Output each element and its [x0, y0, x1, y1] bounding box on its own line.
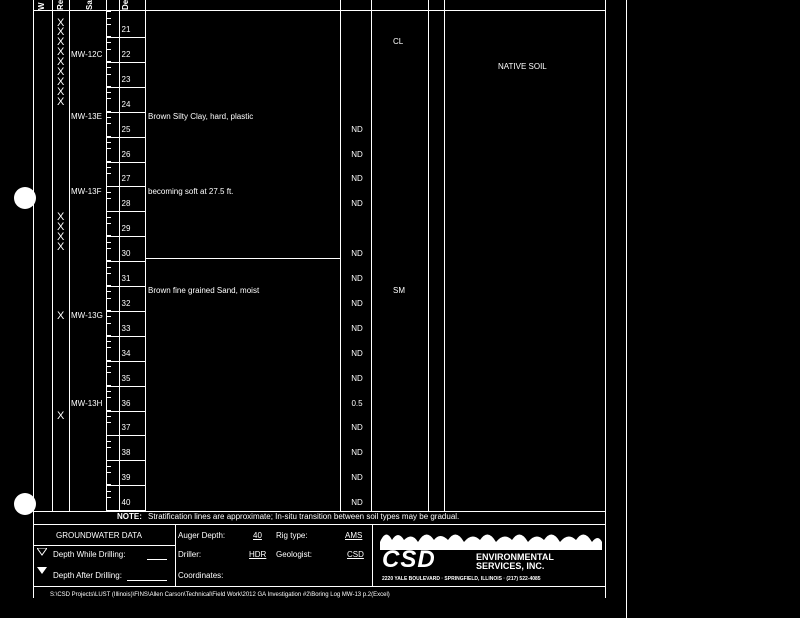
header-recovery: Re: [56, 0, 65, 10]
depth-major-tick: [106, 162, 146, 163]
remark-text: NATIVE SOIL: [498, 62, 547, 72]
driller-value: HDR: [249, 550, 267, 559]
sample-label: MW-13E: [71, 112, 102, 122]
depth-major-tick: [106, 37, 146, 38]
depth-label: 39: [121, 473, 131, 483]
depth-tick: [106, 242, 111, 243]
depth-tick: [106, 335, 111, 336]
pid-reading: ND: [351, 473, 363, 483]
recovery-x-mark: X: [57, 36, 65, 49]
depth-tick: [106, 148, 111, 149]
depth-tick: [106, 291, 111, 292]
recovery-x-mark: X: [57, 220, 65, 233]
col-sep-2: [69, 0, 70, 512]
gw-title-line: [33, 545, 175, 546]
pid-reading: ND: [351, 174, 363, 184]
depth-label: 36: [121, 398, 131, 408]
rig-type-value: AMS: [345, 531, 363, 540]
depth-tick: [106, 273, 111, 274]
binder-hole-top: [14, 187, 36, 209]
depth-tick: [106, 416, 111, 417]
depth-tick: [106, 11, 111, 12]
depth-tick: [106, 298, 111, 299]
header-water: W: [37, 2, 46, 10]
uscs-code: SM: [393, 286, 405, 296]
depth-tick: [106, 98, 111, 99]
depth-tick: [106, 385, 111, 386]
depth-tick: [106, 161, 111, 162]
groundwater-title: GROUNDWATER DATA: [56, 531, 142, 540]
footer-file-path: S:\CSD Projects\LUST (Illinois)\FINS\Allen Carson\Technical\Field Work\2012 GA Investigation #2\Boring Log MW-13 p.2(Excel): [50, 592, 390, 598]
col-sep-6: [340, 0, 341, 512]
col-sep-9: [444, 0, 445, 512]
depth-tick: [106, 310, 111, 311]
auger-depth-value: 40: [253, 531, 262, 540]
depth-tick: [106, 223, 111, 224]
depth-label: 40: [121, 498, 131, 508]
header-depth: De: [121, 0, 130, 10]
depth-tick: [106, 397, 111, 398]
depth-tick: [106, 285, 111, 286]
auger-depth-label: Auger Depth:: [178, 531, 226, 540]
depth-label: 33: [121, 323, 131, 333]
depth-tick: [106, 235, 111, 236]
depth-tick: [106, 186, 111, 187]
depth-major-tick: [106, 311, 146, 312]
depth-major-tick: [106, 460, 146, 461]
recovery-x-mark: X: [57, 230, 65, 243]
depth-major-tick: [106, 186, 146, 187]
recovery-x-mark: X: [57, 66, 65, 79]
depth-label: 34: [121, 348, 131, 358]
col-sep-1: [52, 0, 53, 512]
recovery-x-mark: X: [57, 86, 65, 99]
depth-tick: [106, 36, 111, 37]
depth-major-tick: [106, 137, 146, 138]
recovery-x-mark: X: [57, 96, 65, 109]
pid-reading: ND: [351, 348, 363, 358]
depth-tick: [106, 460, 111, 461]
pid-reading: ND: [351, 423, 363, 433]
depth-label: 35: [121, 373, 131, 383]
frame-right: [605, 0, 606, 598]
depth-label: 25: [121, 124, 131, 134]
depth-tick: [106, 484, 111, 485]
depth-tick: [106, 472, 111, 473]
depth-major-tick: [106, 211, 146, 212]
depth-tick: [106, 447, 111, 448]
note-bottom-line: [33, 524, 605, 525]
recovery-x-mark: X: [57, 76, 65, 89]
depth-label: 26: [121, 149, 131, 159]
rig-type-label: Rig type:: [276, 531, 308, 540]
triangle-open-icon: [37, 548, 47, 556]
depth-label: 27: [121, 174, 131, 184]
depth-tick: [106, 211, 111, 212]
pid-reading: ND: [351, 274, 363, 283]
recovery-x-mark: X: [57, 210, 65, 223]
triangle-filled-icon: [37, 567, 47, 575]
depth-label: 37: [121, 423, 131, 433]
recovery-x-mark: X: [57, 26, 65, 39]
depth-tick: [106, 167, 111, 168]
depth-label: 32: [121, 298, 131, 308]
depth-tick: [106, 67, 111, 68]
depth-tick: [106, 466, 111, 467]
depth-tick: [106, 92, 111, 93]
sample-label: MW-13G: [71, 311, 103, 321]
depth-label: 28: [121, 199, 131, 209]
depth-tick: [106, 323, 111, 324]
depth-tick: [106, 18, 111, 19]
after-drilling-field: [127, 580, 167, 581]
depth-tick: [106, 123, 111, 124]
depth-tick: [106, 347, 111, 348]
recovery-x-mark: X: [57, 56, 65, 69]
soil-description: Brown Silty Clay, hard, plastic: [148, 112, 254, 122]
header-sample: Sa: [85, 0, 94, 10]
depth-tick: [106, 217, 111, 218]
company-name-line1: ENVIRONMENTAL: [476, 552, 554, 562]
depth-tick: [106, 192, 111, 193]
depth-label: 31: [121, 274, 131, 283]
uscs-code: CL: [393, 37, 404, 47]
depth-tick: [106, 260, 111, 261]
pid-reading: ND: [351, 249, 363, 259]
depth-label: 24: [121, 99, 131, 109]
depth-tick: [106, 441, 111, 442]
depth-label: 23: [121, 74, 131, 84]
recovery-x-mark: X: [57, 46, 65, 59]
depth-tick: [106, 49, 111, 50]
depth-tick: [106, 341, 111, 342]
depth-major-tick: [106, 411, 146, 412]
depth-tick: [106, 24, 111, 25]
depth-tick: [106, 267, 111, 268]
depth-tick: [106, 86, 111, 87]
depth-tick: [106, 316, 111, 317]
depth-major-tick: [106, 236, 146, 237]
geologist-label: Geologist:: [276, 550, 313, 559]
company-logo-text: CSD: [382, 546, 436, 573]
depth-tick: [106, 248, 111, 249]
depth-tick: [106, 391, 111, 392]
depth-tick: [106, 74, 111, 75]
depth-tick: [106, 136, 111, 137]
depth-major-tick: [106, 112, 146, 113]
depth-tick: [106, 491, 111, 492]
pid-reading: ND: [351, 149, 363, 159]
note-text: Stratification lines are approximate; In-situ transition between soil types may be gradual.: [148, 512, 460, 521]
sample-label: MW-13F: [71, 186, 102, 196]
depth-tick: [106, 61, 111, 62]
depth-tick: [106, 497, 111, 498]
logo-divider: [372, 524, 373, 586]
pid-reading: ND: [351, 199, 363, 209]
depth-tick: [106, 410, 111, 411]
depth-tick: [106, 111, 111, 112]
depth-label: 30: [121, 249, 131, 259]
depth-after-drilling-label: Depth After Drilling:: [53, 571, 122, 580]
depth-label: 29: [121, 224, 131, 234]
driller-label: Driller:: [178, 550, 202, 559]
depth-major-tick: [106, 485, 146, 486]
pid-reading: ND: [351, 298, 363, 308]
depth-major-tick: [106, 386, 146, 387]
depth-tick: [106, 198, 111, 199]
depth-major-tick: [106, 435, 146, 436]
pid-reading: ND: [351, 124, 363, 134]
sample-label: MW-13H: [71, 398, 103, 408]
depth-tick: [106, 366, 111, 367]
depth-tick: [106, 173, 111, 174]
gw-divider: [175, 524, 176, 586]
depth-while-drilling-label: Depth While Drilling:: [53, 550, 126, 559]
recovery-x-mark: X: [57, 409, 65, 422]
depth-label: 38: [121, 448, 131, 458]
depth-tick: [106, 360, 111, 361]
depth-major-tick: [106, 62, 146, 63]
depth-major-tick: [106, 286, 146, 287]
depth-major-tick: [106, 336, 146, 337]
company-name-line2: SERVICES, INC.: [476, 561, 545, 571]
note-label: NOTE:: [117, 512, 142, 521]
stratification-line: [145, 258, 340, 259]
recovery-x-mark: X: [57, 16, 65, 29]
company-address: 2220 YALE BOULEVARD · SPRINGFIELD, ILLINOIS · (217) 522-4085: [382, 576, 541, 582]
while-drilling-field: [147, 559, 167, 560]
pid-reading: ND: [351, 498, 363, 508]
depth-tick: [106, 117, 111, 118]
depth-tick: [106, 42, 111, 43]
soil-description: becoming soft at 27.5 ft.: [148, 186, 234, 196]
geologist-value: CSD: [347, 550, 364, 559]
depth-tick: [106, 142, 111, 143]
pid-reading: ND: [351, 448, 363, 458]
depth-tick: [106, 435, 111, 436]
depth-label: 22: [121, 49, 131, 59]
bottom-block-line: [33, 586, 605, 587]
pid-reading: ND: [351, 373, 363, 383]
coordinates-label: Coordinates:: [178, 571, 224, 580]
page-edge: [626, 0, 627, 618]
col-sep-7: [371, 0, 372, 512]
pid-reading: 0.5: [351, 398, 363, 408]
depth-major-tick: [106, 361, 146, 362]
depth-major-tick: [106, 261, 146, 262]
soil-description: Brown fine grained Sand, moist: [148, 286, 260, 296]
recovery-x-mark: X: [57, 310, 65, 323]
col-sep-8: [428, 0, 429, 512]
depth-tick: [106, 422, 111, 423]
pid-reading: ND: [351, 323, 363, 333]
depth-label: 21: [121, 25, 131, 34]
sample-label: MW-12C: [71, 49, 103, 59]
depth-tick: [106, 372, 111, 373]
depth-major-tick: [106, 87, 146, 88]
recovery-x-mark: X: [57, 240, 65, 253]
